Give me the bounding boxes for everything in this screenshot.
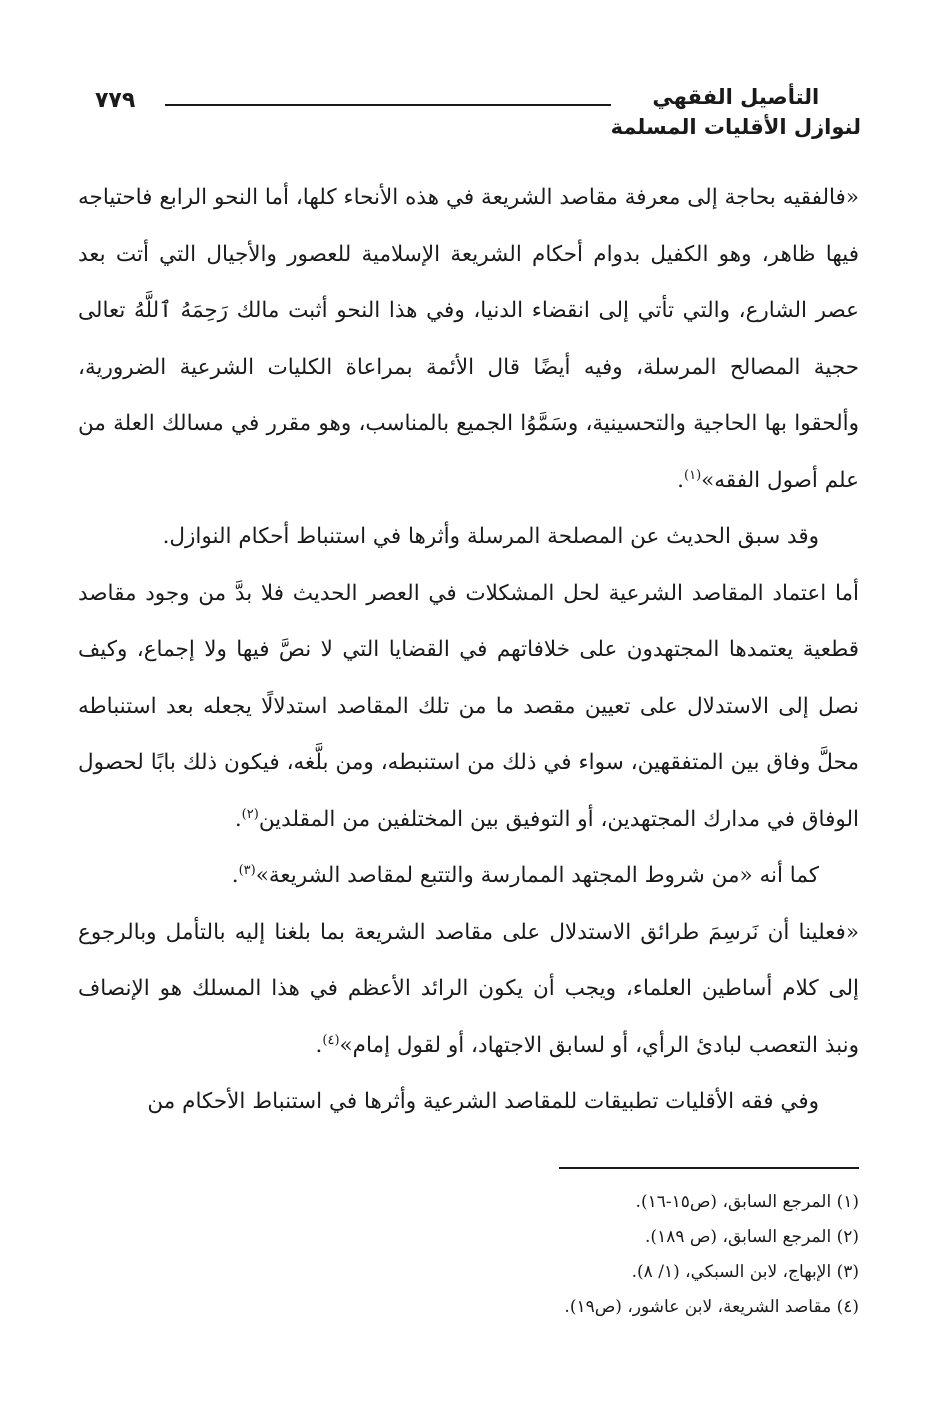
footnote: (٤) مقاصد الشريعة، لابن عاشور، (ص١٩). xyxy=(564,1297,859,1317)
paragraph xyxy=(78,509,859,566)
quoted-paragraph xyxy=(78,905,859,1075)
paragraph-text: وفي فقه الأقليات تطبيقات للمقاصد الشرعية وأثرها في استنباط الأحكام من xyxy=(147,1089,819,1114)
paragraph xyxy=(78,566,859,849)
paragraph-text: «فعلينا أن نَرسِمَ طرائق الاستدلال على مقاصد الشريعة بما بلغنا إليه بالتأمل وبالرجوع إلى كلام أساطين العلماء، ويجب أن يكون الرائد الأعظم في هذا المسلك هو الإنصاف ونبذ التعصب لبادئ الرأي، أو لسابق الاجتهاد، أو لقول إمام» xyxy=(78,919,859,1058)
paragraph-text: كما أنه «من شروط المجتهد الممارسة والتتبع لمقاصد الشريعة» xyxy=(255,863,819,888)
running-title xyxy=(611,82,861,142)
paragraph xyxy=(78,848,859,905)
footnote-ref: (٤) xyxy=(322,1032,340,1048)
header-rule xyxy=(165,104,611,106)
footnotes xyxy=(300,1185,859,1325)
footnote: (٣) الإبهاج، لابن السبكي، (١/ ٨). xyxy=(631,1262,859,1282)
footnote-ref: (٢) xyxy=(241,806,259,822)
paragraph-text: «فالفقيه بحاجة إلى معرفة مقاصد الشريعة في هذه الأنحاء كلها، أما النحو الرابع فاحتياجه فيها ظاهر، وهو الكفيل بدوام أحكام الشريعة الإسلامية للعصور والأجيال التي أتت بعد عصر الشارع، والتي تأتي إلى انقضاء الدنيا، وفي هذا النحو أثبت مالك رَحِمَهُ ٱللَّهُ تعالى حجية المصالح المرسلة، وفيه أيضًا قال الأئمة بمراعاة الكليات الشرعية الضرورية، وألحقوا بها الحاجية والتحسينية، وسَمَّوُا الجميع بالمناسب، وهو مقرر في مسالك العلة من علم أصول الفقه» xyxy=(78,185,859,493)
paragraph-tail: . xyxy=(677,467,685,493)
footnote: (١) المرجع السابق، (ص١٥-١٦). xyxy=(635,1192,859,1212)
paragraph-tail: . xyxy=(231,863,239,888)
running-title-line-2: لنوازل الأقليات المسلمة xyxy=(610,115,861,139)
paragraph-tail: . xyxy=(234,806,242,832)
running-title-line-1: التأصيل الفقهي xyxy=(652,85,820,109)
paragraph-tail: . xyxy=(315,1032,323,1058)
footnote: (٢) المرجع السابق، (ص ١٨٩). xyxy=(645,1227,859,1247)
footnote-ref: (١) xyxy=(684,467,702,483)
footnote-ref: (٣) xyxy=(238,862,256,878)
paragraph-text: أما اعتماد المقاصد الشرعية لحل المشكلات في العصر الحديث فلا بدَّ من وجود مقاصد قطعية يعتمدها المجتهدون على خلافاتهم في القضايا التي لا نصَّ فيها ولا إجماع، وكيف نصل إلى الاستدلال على تعيين مقصد ما من تلك المقاصد استدلالًا يجعله بعد استنباطه محلَّ وفاق بين المتفقهين، سواء في ذلك من استنبطه، ومن بلَّغه، فيكون ذلك بابًا لحصول الوفاق في مدارك المجتهدين، أو التوفيق بين المختلفين من المقلدين xyxy=(78,580,859,832)
paragraph xyxy=(78,1074,859,1131)
footnote-rule xyxy=(559,1167,859,1169)
page-number: ٧٧٩ xyxy=(95,88,136,113)
main-text xyxy=(78,170,859,1131)
running-header xyxy=(95,82,861,152)
quoted-paragraph xyxy=(78,170,859,509)
paragraph-text: وقد سبق الحديث عن المصلحة المرسلة وأثرها في استنباط أحكام النوازل. xyxy=(162,524,819,549)
